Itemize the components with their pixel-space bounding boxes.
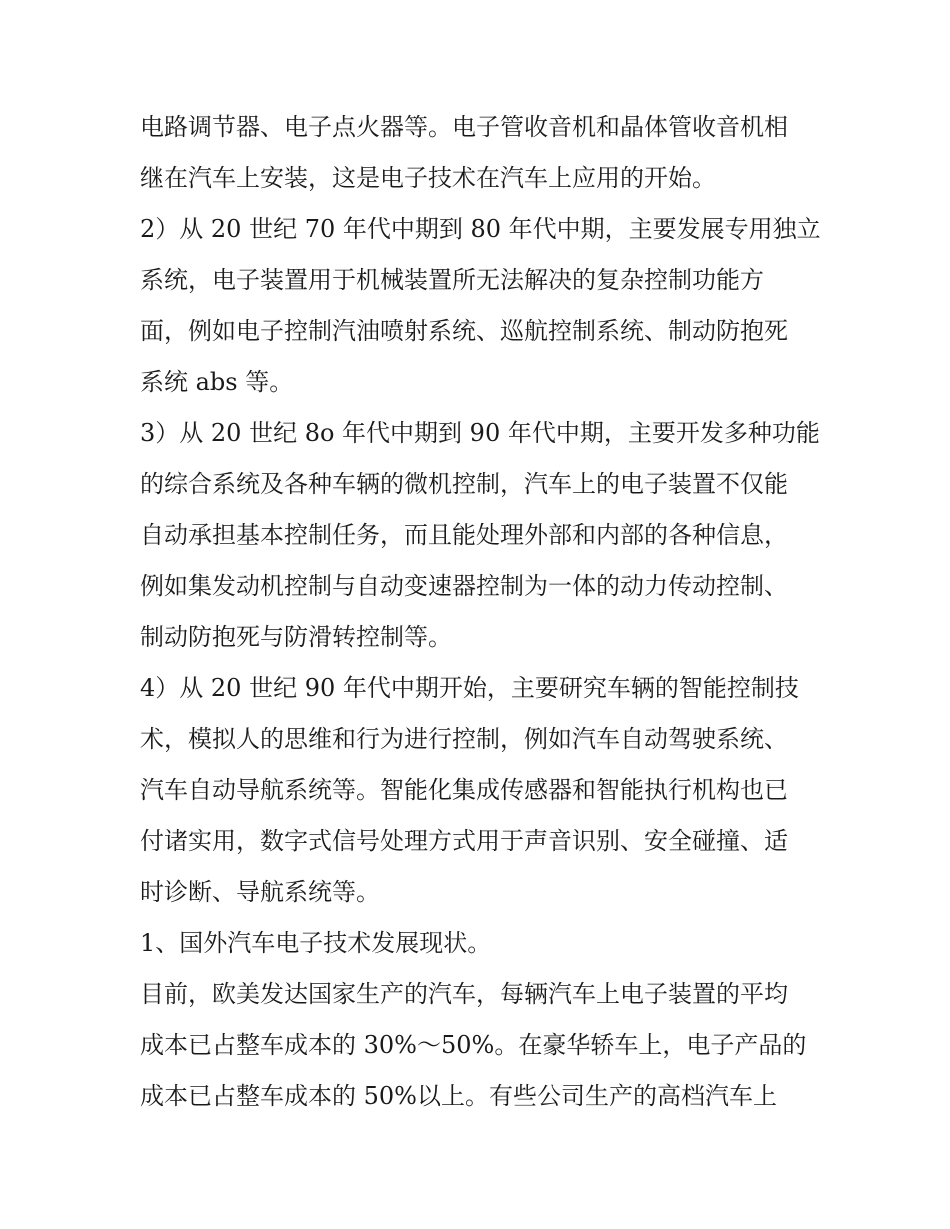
text-line: 时诊断、导航系统等。 [140,878,380,906]
text-line: 4）从 20 世纪 90 年代中期开始，主要研究车辆的智能控制技 [140,674,799,702]
text-line: 系统 abs 等。 [140,368,294,396]
text-line: 继在汽车上安装，这是电子技术在汽车上应用的开始。 [140,164,716,192]
text-line: 系统，电子装置用于机械装置所无法解决的复杂控制功能方 [140,266,764,294]
text-line: 例如集发动机控制与自动变速器控制为一体的动力传动控制、 [140,572,788,600]
text-line: 目前，欧美发达国家生产的汽车，每辆汽车上电子装置的平均 [140,980,788,1008]
text-line: 术，模拟人的思维和行为进行控制，例如汽车自动驾驶系统、 [140,725,788,753]
text-line: 2）从 20 世纪 70 年代中期到 80 年代中期，主要发展专用独立 [140,215,821,243]
text-line: 电路调节器、电子点火器等。电子管收音机和晶体管收音机相 [140,113,788,141]
text-line: 付诸实用，数字式信号处理方式用于声音识别、安全碰撞、适 [140,827,788,855]
text-line: 制动防抱死与防滑转控制等。 [140,623,452,651]
text-line: 的综合系统及各种车辆的微机控制，汽车上的电子装置不仅能 [140,470,788,498]
text-line: 成本已占整车成本的 50%以上。有些公司生产的高档汽车上 [140,1082,777,1110]
text-line: 汽车自动导航系统等。智能化集成传感器和智能执行机构也已 [140,776,788,804]
text-line: 3）从 20 世纪 8o 年代中期到 90 年代中期，主要开发多种功能 [140,419,820,447]
text-line: 成本已占整车成本的 30%～50%。在豪华轿车上，电子产品的 [140,1031,807,1059]
text-line: 面，例如电子控制汽油喷射系统、巡航控制系统、制动防抱死 [140,317,788,345]
document-body [140,102,820,1122]
text-line: 自动承担基本控制任务，而且能处理外部和内部的各种信息， [140,521,788,549]
section-heading: 1、国外汽车电子技术发展现状。 [140,929,492,957]
